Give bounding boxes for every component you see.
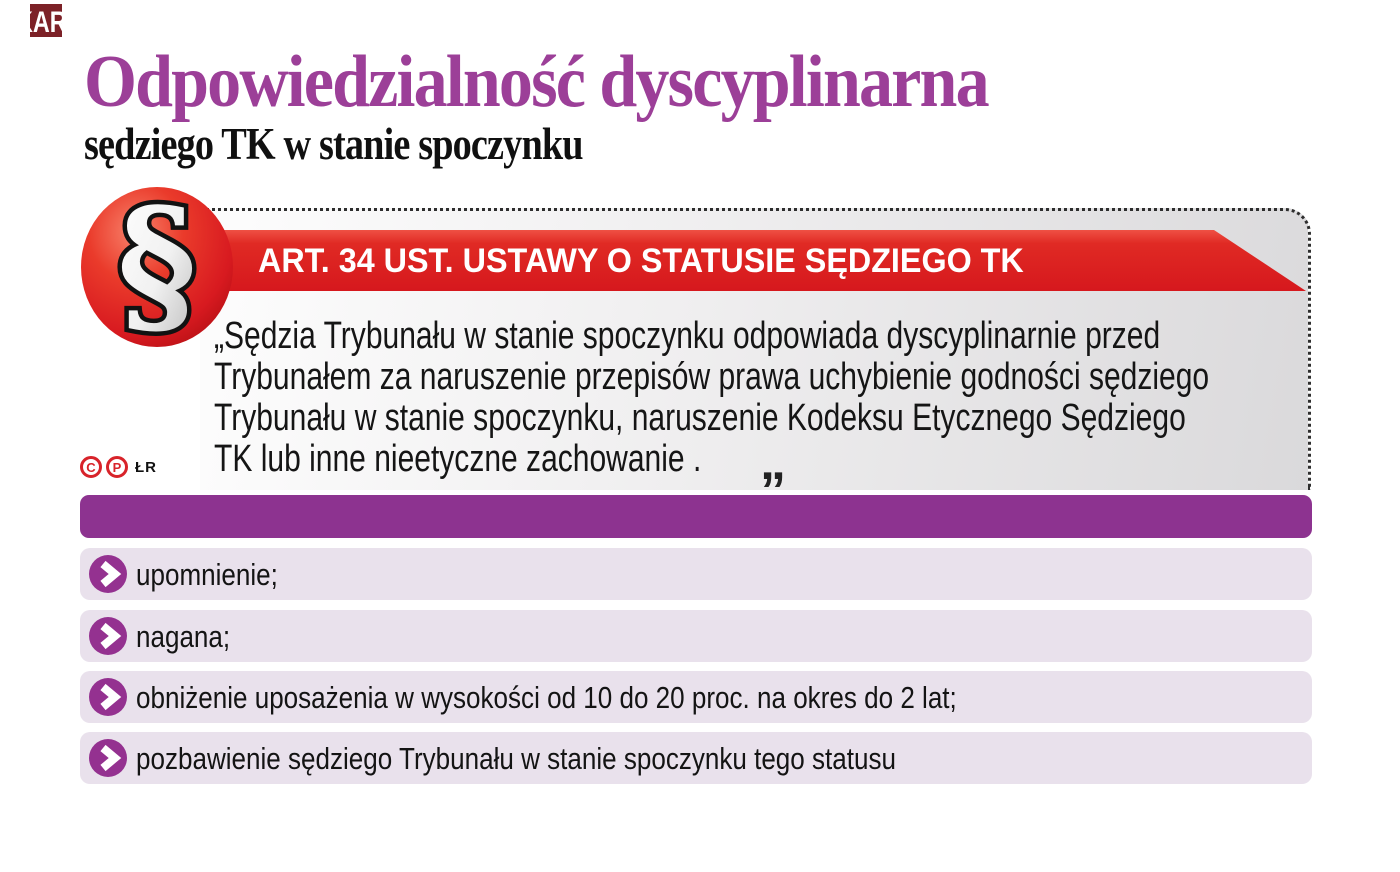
list-item-label: obniżenie uposażenia w wysokości od 10 do 20 proc. na okres do 2 lat; — [136, 680, 957, 715]
quote-line: Trybunałem za naruszenie przepisów prawa uchybienie godności sędziego — [214, 356, 1210, 398]
article-ribbon-label: ART. 34 UST. USTAWY O STATUSIE SĘDZIEGO TK — [258, 242, 1024, 280]
quote-line: Trybunału w stanie spoczynku, naruszenie Kodeksu Etycznego Sędziego — [214, 397, 1186, 439]
list-item-label: pozbawienie sędziego Trybunału w stanie spoczynku tego statusu — [136, 741, 896, 776]
list-item-label: nagana; — [136, 619, 231, 654]
penalties-header-bar — [80, 495, 1312, 538]
page-title: Odpowiedzialność dyscyplinarna — [84, 41, 988, 123]
paragraph-glyph: § — [117, 186, 197, 348]
paragraph-icon — [80, 186, 234, 348]
page-subtitle: sędziego TK w stanie spoczynku — [84, 119, 583, 169]
list-item — [80, 548, 1312, 600]
arrow-icon — [89, 739, 127, 777]
penalties-header-label: KARAMI DYSCYPLINARNYMI DLA SĘDZIÓW TK W STANIE SPOCZYNKU SĄ: — [16, 6, 869, 39]
quote-line: TK lub inne nieetyczne zachowanie . — [214, 438, 702, 480]
arrow-icon — [89, 617, 127, 655]
list-item — [80, 671, 1312, 723]
list-item-label: upomnienie; — [136, 557, 278, 592]
arrow-icon — [89, 678, 127, 716]
arrow-icon — [89, 555, 127, 593]
list-item — [80, 732, 1312, 784]
closing-quote-mark: „ — [760, 433, 786, 491]
author-initials: ŁR — [135, 458, 157, 476]
quote-line: „Sędzia Trybunału w stanie spoczynku odpowiada dyscyplinarnie przed — [214, 315, 1161, 357]
credits — [80, 456, 157, 478]
phonogram-icon: P — [106, 456, 128, 478]
copyright-icon: C — [80, 456, 102, 478]
list-item — [80, 610, 1312, 662]
